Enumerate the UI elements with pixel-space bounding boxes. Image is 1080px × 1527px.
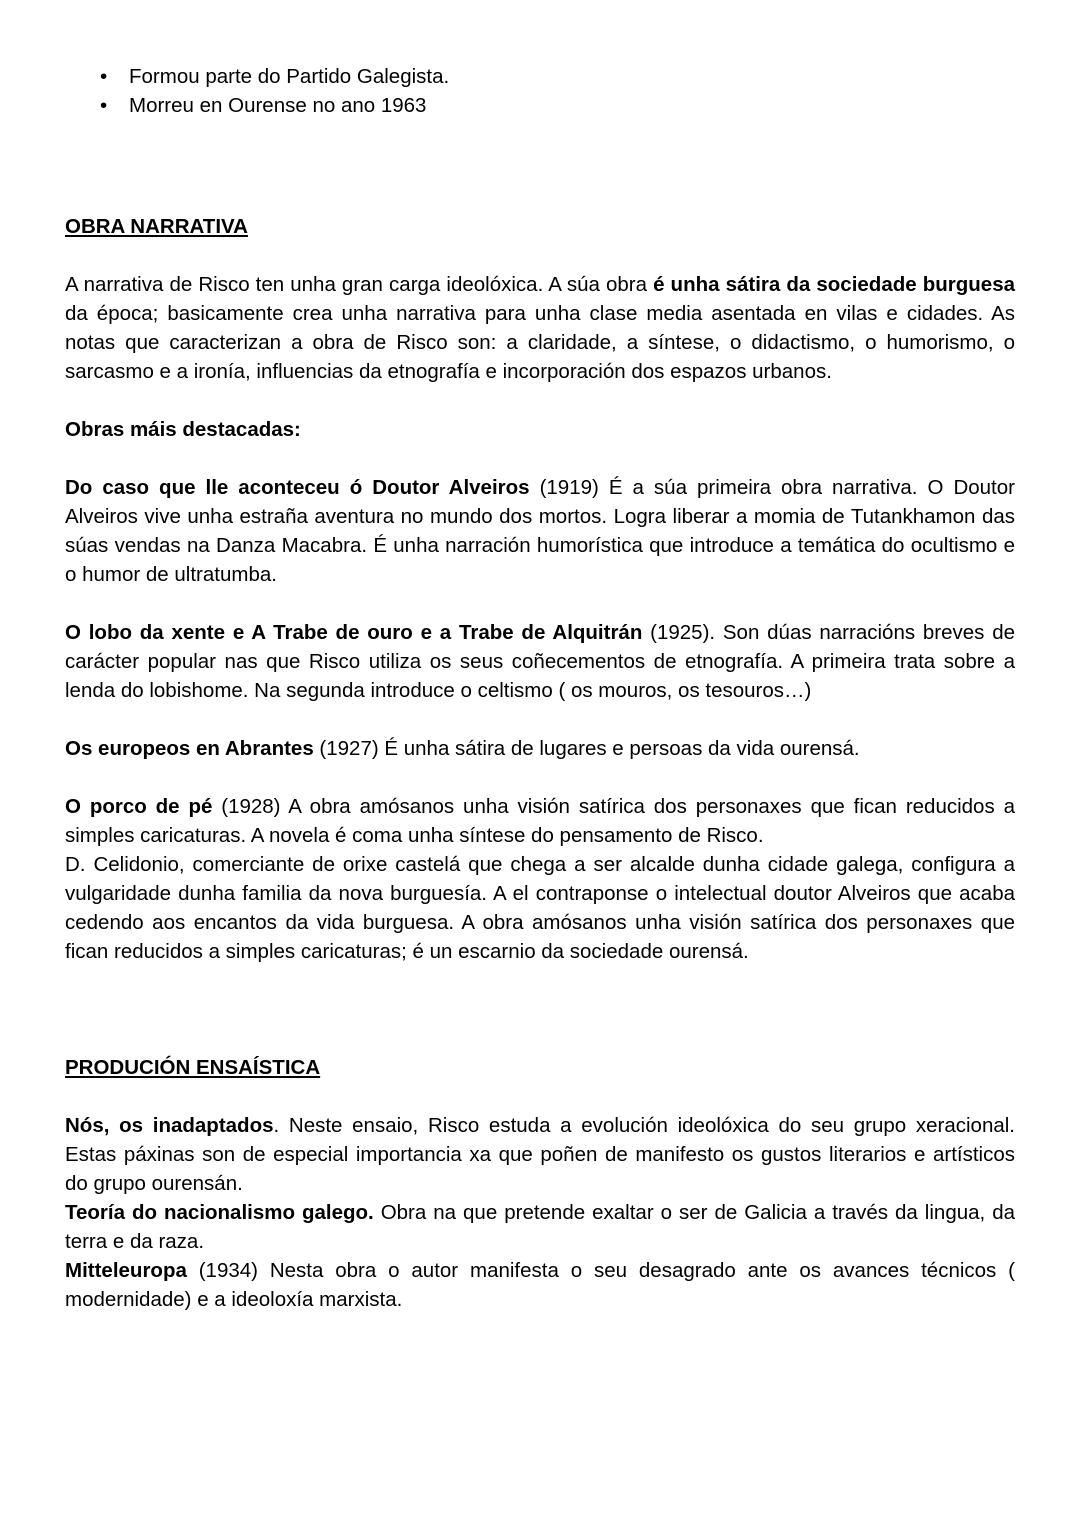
work-title: Os europeos en Abrantes [65,737,314,760]
essay-text: . Neste ensaio, Risco estuda a evolución ideolóxica do seu grupo xeracional. Estas páxinas son de especial importancia xa que poñen de manifesto os gustos literarios e artísticos do grupo ourensán. [65,1114,1015,1195]
narrativa-intro [65,270,1015,386]
work-text: (1919) É a súa primeira obra narrativa. O Doutor Alveiros vive unha estraña aventura no mundo dos mortos. Logra liberar a momia de Tutankhamon das súas vendas na Danza Macabra. É unha narración humorística que introduce a temática do ocultismo e o humor de ultratumba. [65,476,1015,586]
essay-text: (1934) Nesta obra o autor manifesta o seu desagrado ante os avances técnicos ( modernidade) e a ideoloxía marxista. [65,1259,1015,1311]
section-heading-ensaistica: PRODUCIÓN ENSAÍSTICA [65,1056,321,1079]
work-paragraph [65,618,1015,705]
work-paragraph [65,473,1015,589]
essay-title: Nós, os inadaptados [65,1114,274,1137]
work-title: O lobo da xente e A Trabe de ouro e a Trabe de Alquitrán [65,621,643,644]
essay-paragraph [65,1198,1015,1256]
work-paragraph [65,734,1015,763]
bullet-item: • Formou parte do Partido Galegista. [129,62,1015,91]
work-title: O porco de pé [65,795,213,818]
essay-paragraph [65,1111,1015,1198]
essay-paragraph [65,1256,1015,1314]
essay-title: Teoría do nacionalismo galego. [65,1201,374,1224]
essay-text: Obra na que pretende exaltar o ser de Galicia a través da lingua, da terra e da raza. [65,1201,1015,1253]
works-subheading: Obras máis destacadas: [65,418,301,441]
work-text: (1928) A obra amósanos unha visión satírica dos personaxes que fican reducidos a simples caricaturas. A novela é coma unha síntese do pensamento de Risco. [65,795,1015,847]
work-paragraph [65,792,1015,850]
work-text: (1927) É unha sátira de lugares e persoas da vida ourensá. [313,737,860,760]
work-title: Do caso que lle aconteceu ó Doutor Alveiros [65,476,530,499]
work-text: (1925). Son dúas narracións breves de carácter popular nas que Risco utiliza os seus coñecementos de etnografía. A primeira trata sobre a lenda do lobishome. Na segunda introduce o celtismo ( os mouros, os tesouros…) [65,621,1015,702]
bullet-item: • Morreu en Ourense no ano 1963 [129,91,1015,120]
document-page [65,62,1015,1314]
essay-title: Mitteleuropa [65,1259,187,1282]
intro-text: A narrativa de Risco ten unha gran carga ideolóxica. A súa obra [65,273,654,296]
porco-description: D. Celidonio, comerciante de orixe castelá que chega a ser alcalde dunha cidade galega, configura a vulgaridade dunha familia da nova burguesía. A el contraponse o intelectual doutor Alveiros que acaba cedendo aos encantos da vida burguesa. A obra amósanos unha visión satírica dos personaxes que fican reducidos a simples caricaturas; é un escarnio da sociedade ourensá. [65,853,1015,963]
bio-bullet-list [65,62,1015,120]
intro-bold: é unha sátira da sociedade burguesa [653,273,1016,296]
intro-text: da época; basicamente crea unha narrativa para unha clase media asentada en vilas e cidades. As notas que caracterizan a obra de Risco son: a claridade, a síntese, o didactismo, o humorismo, o sarcasmo e a ironía, influencias da etnografía e incorporación dos espazos urbanos. [65,302,1015,383]
section-heading-narrativa: OBRA NARRATIVA [65,215,248,238]
